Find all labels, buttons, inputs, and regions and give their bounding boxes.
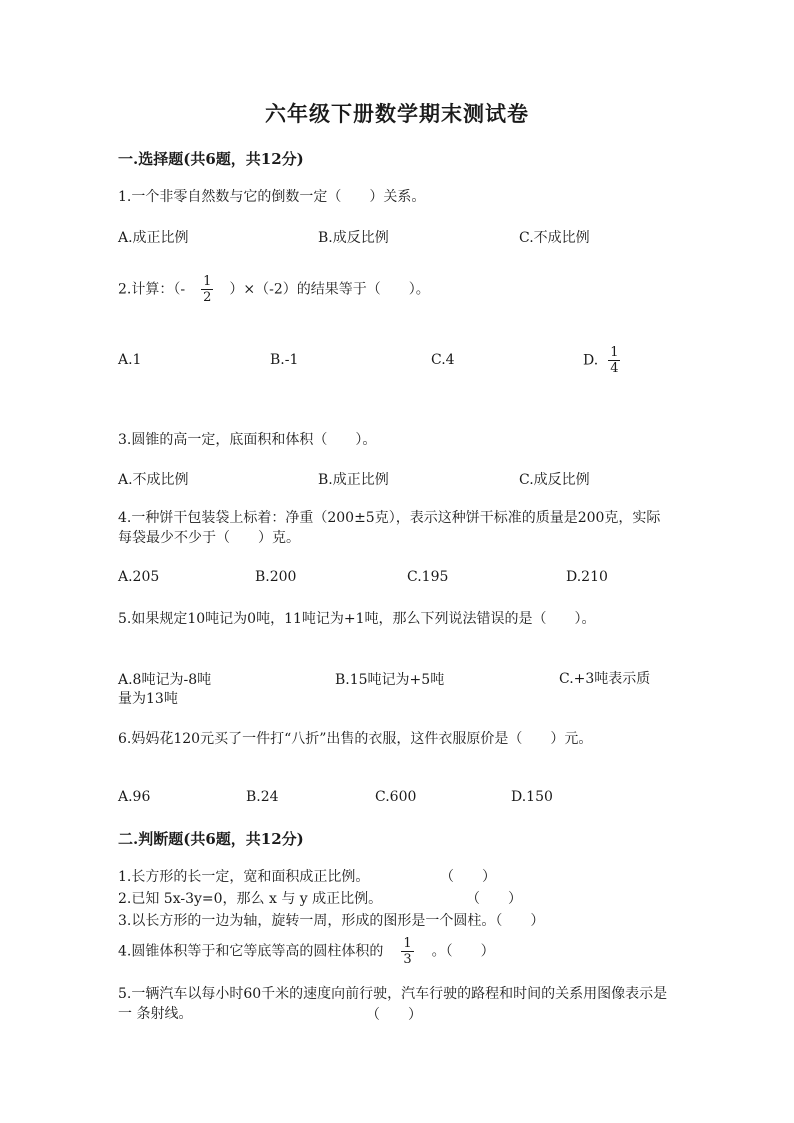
judgment-4-fraction-denominator: 3 [403, 952, 412, 967]
question-2-stem [118, 274, 430, 305]
judgment-3: 3.以长方形的一边为轴，旋转一周，形成的图形是一个圆柱。（ ） [118, 913, 545, 929]
question-1-stem: 1.一个非零自然数与它的倒数一定（ ）关系。 [118, 189, 426, 205]
question-4-option-a: A.205 [118, 569, 160, 585]
question-4-stem: 4.一种饼干包装袋上标着：净重（200±5克），表示这种饼干标准的质量是200克，实际每袋最少不少于（ ）克。 [118, 510, 661, 546]
section-heading-true-false: 二.判断题(共6题，共12分) [118, 830, 304, 848]
judgment-4 [118, 936, 495, 967]
question-6-stem: 6.妈妈花120元买了一件打“八折”出售的衣服，这件衣服原价是（ ）元。 [118, 731, 593, 747]
question-1-option-b: B.成反比例 [318, 230, 389, 246]
question-1-option-c: C.不成比例 [519, 230, 590, 246]
question-2-option-c: C.4 [431, 352, 455, 368]
question-4-option-b: B.200 [255, 569, 297, 585]
question-2-option-d-denominator: 4 [610, 361, 619, 376]
question-3-option-c: C.成反比例 [519, 472, 590, 488]
question-2-stem-before: 2.计算：（- [118, 281, 186, 298]
question-2-option-a: A.1 [118, 352, 142, 368]
question-5-stem: 5.如果规定10吨记为0吨，11吨记为+1吨，那么下列说法错误的是（ ）。 [118, 611, 596, 627]
page-title: 六年级下册数学期末测试卷 [265, 101, 529, 126]
question-6-option-b: B.24 [246, 789, 279, 805]
question-6-option-c: C.600 [375, 789, 417, 805]
judgment-2-answer-paren: （ ） [466, 891, 522, 907]
judgment-1-text: 1.长方形的长一定，宽和面积成正比例。 [118, 869, 370, 885]
judgment-4-text-after: 。（ ） [431, 943, 495, 960]
question-4-option-d: D.210 [566, 569, 608, 585]
judgment-5-text: 5.一辆汽车以每小时60千米的速度向前行驶，汽车行驶的路程和时间的关系用图像表示是一 条射线。 [118, 986, 668, 1022]
question-5-option-a: A.8吨记为-8吨 [118, 672, 212, 688]
question-2-option-b: B.-1 [270, 352, 299, 368]
judgment-2-text: 2.已知 5x-3y=0，那么 x 与 y 成正比例。 [118, 891, 383, 907]
question-1-option-a: A.成正比例 [118, 230, 189, 246]
question-2-fraction-denominator: 2 [203, 290, 212, 305]
section-heading-choice: 一.选择题(共6题，共12分) [118, 150, 304, 168]
question-2-option-d-numerator: 1 [610, 345, 619, 360]
question-3-stem: 3.圆锥的高一定，底面积和体积（ ）。 [118, 432, 377, 448]
question-2-fraction-numerator: 1 [203, 274, 212, 289]
judgment-1-answer-paren: （ ） [440, 869, 496, 885]
judgment-5-answer-paren: （ ） [366, 1007, 422, 1023]
question-6-option-d: D.150 [511, 789, 553, 805]
question-2-option-d-fraction [608, 345, 620, 376]
judgment-4-fraction-numerator: 1 [403, 936, 412, 951]
question-5-option-b: B.15吨记为+5吨 [335, 672, 445, 688]
question-2-option-d-label: D. [583, 352, 599, 369]
question-2-fraction [201, 274, 213, 305]
judgment-4-text-before: 4.圆锥体积等于和它等底等高的圆柱体积的 [118, 943, 384, 960]
question-5-option-c: C.+3吨表示质量为13吨 [118, 671, 651, 707]
judgment-4-fraction [401, 936, 413, 967]
question-6-option-a: A.96 [118, 789, 151, 805]
question-3-option-a: A.不成比例 [118, 472, 189, 488]
judgment-2 [118, 888, 382, 908]
question-2-stem-after: ）×（-2）的结果等于（ ）。 [229, 281, 430, 298]
question-2-option-d [583, 345, 630, 376]
question-4-option-c: C.195 [407, 569, 449, 585]
question-3-option-b: B.成正比例 [318, 472, 389, 488]
judgment-1 [118, 866, 369, 886]
